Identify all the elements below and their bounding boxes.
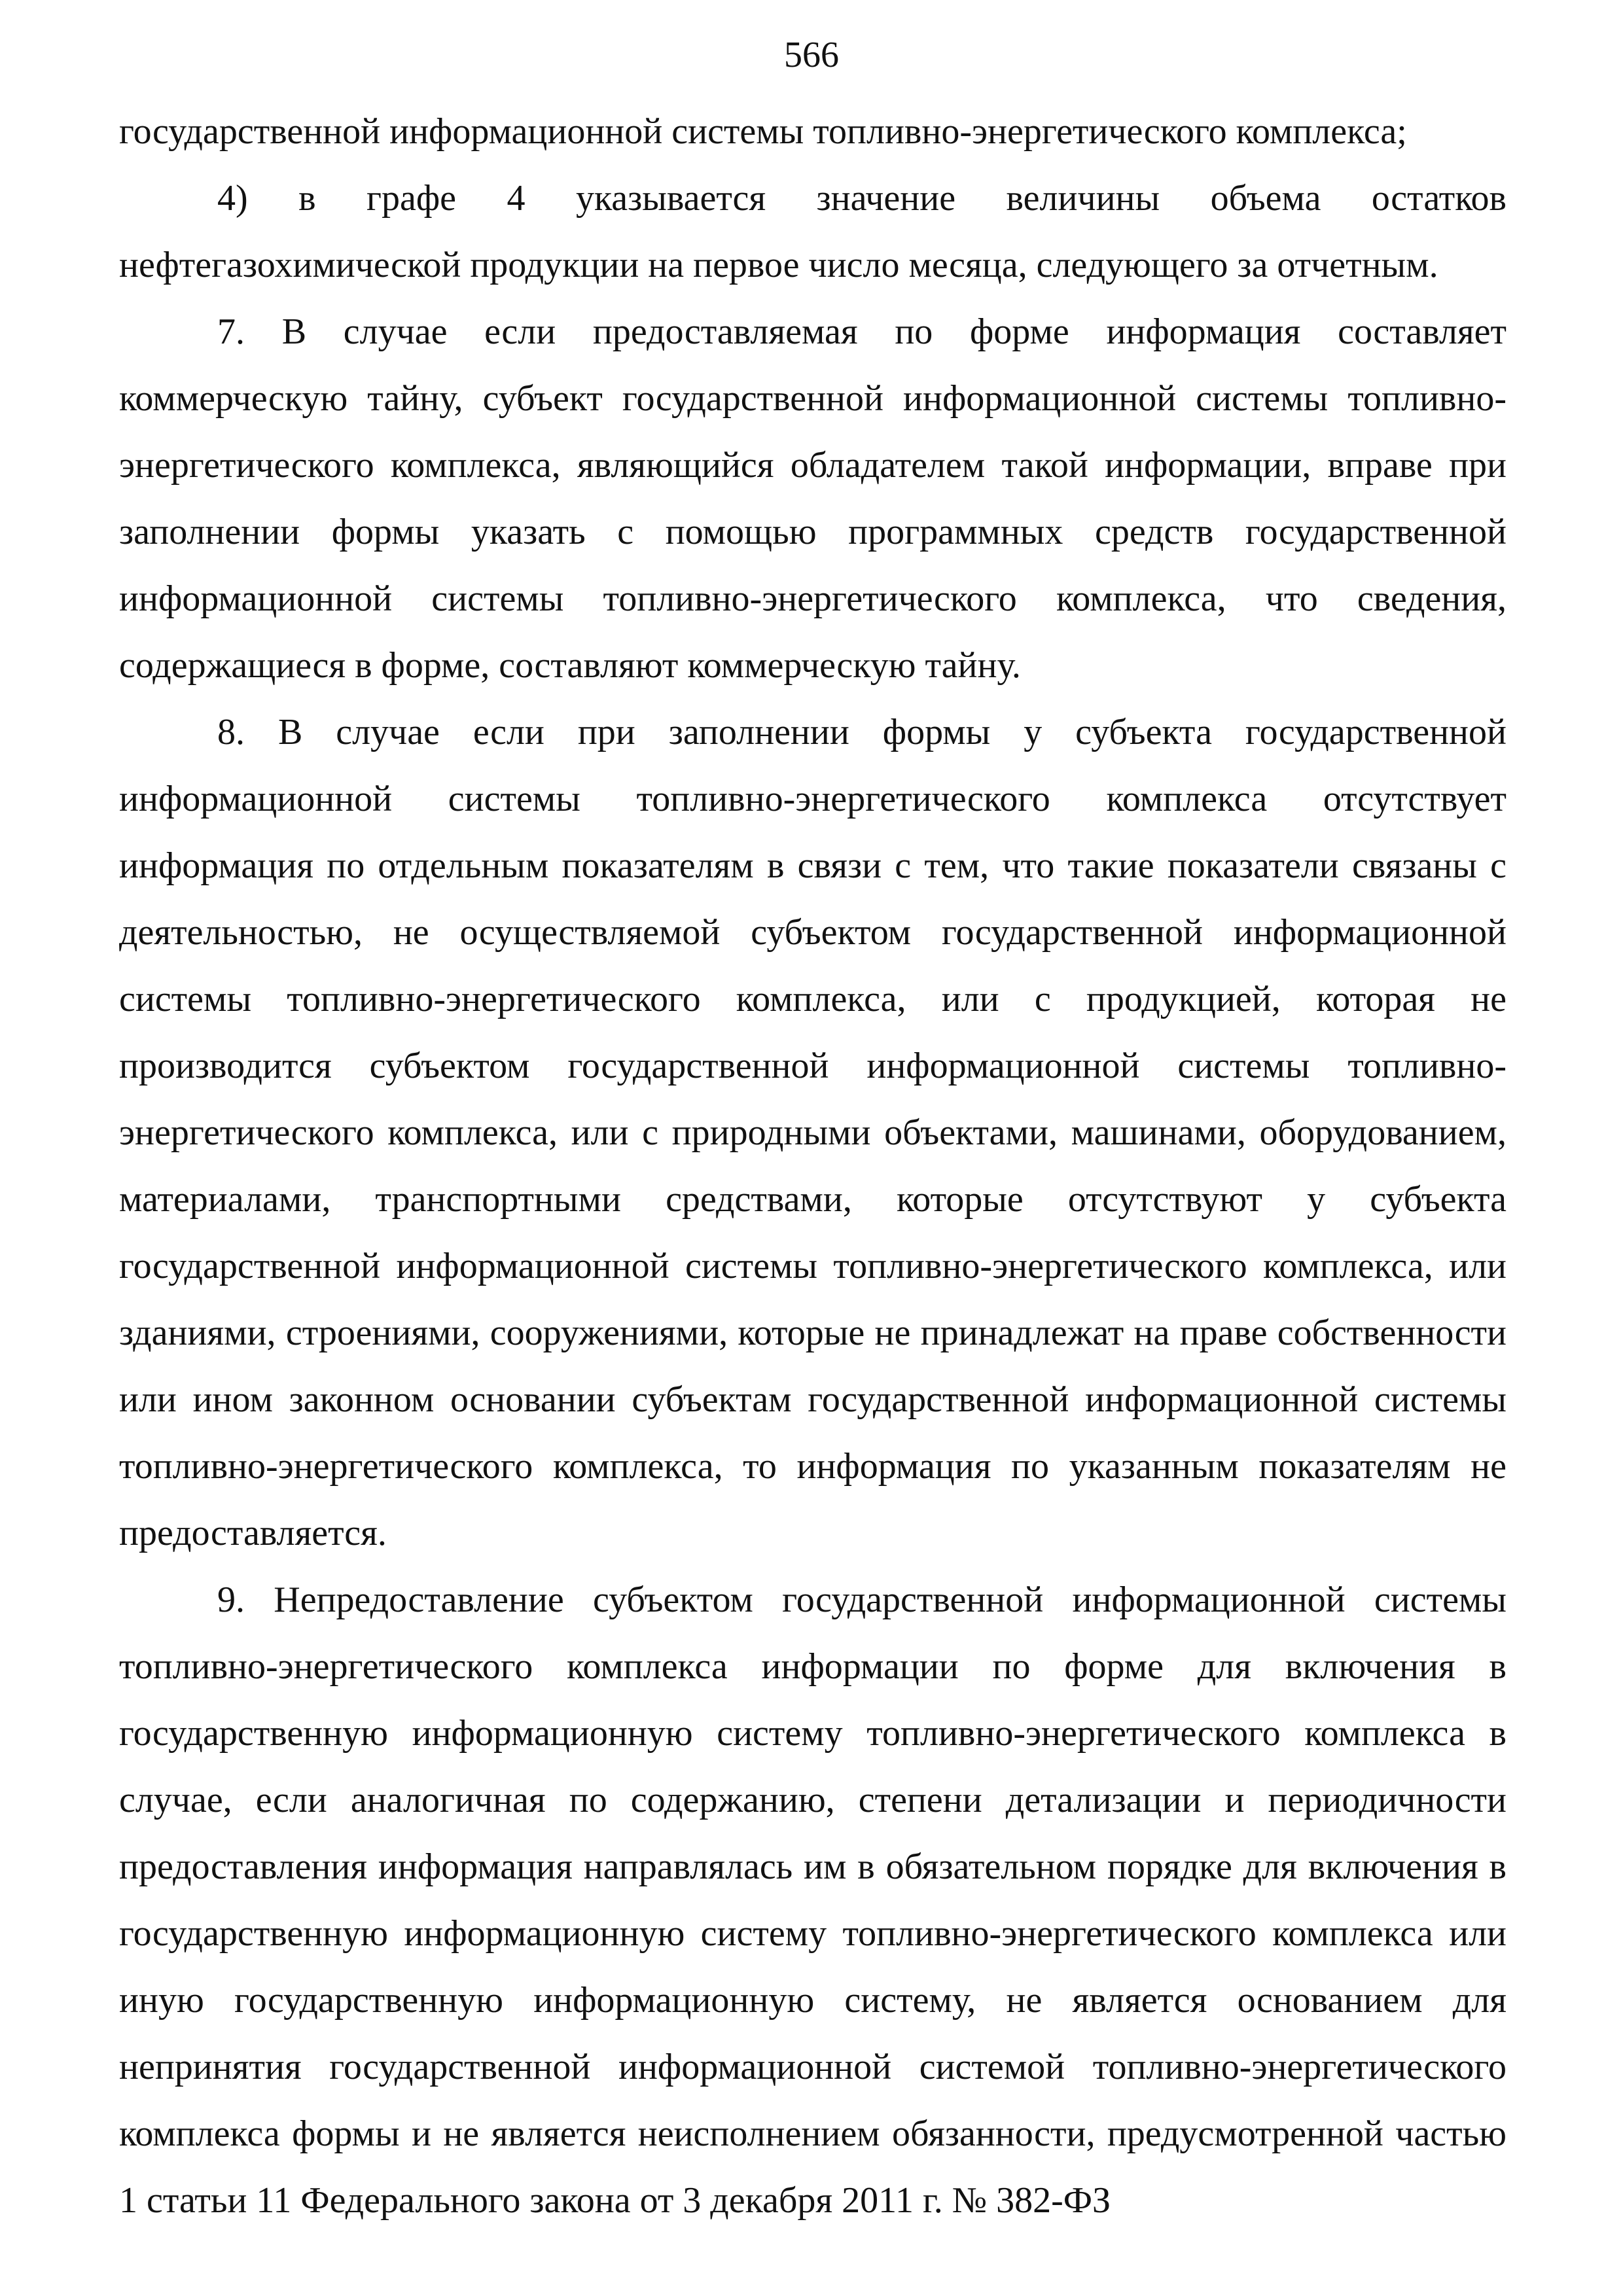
document-body xyxy=(119,98,1507,2234)
paragraph-7: 7. В случае если предоставляемая по форме информация составляет коммерческую тайну, субъект государственной информационной системы топливно-энергетического комплекса, являющийся обладателем такой информации, вправе при заполнении формы указать с помощью программных средств государственной информационной системы топливно-энергетического комплекса, что сведения, содержащиеся в форме, составляют коммерческую тайну. xyxy=(119,311,1507,686)
paragraph-8: 8. В случае если при заполнении формы у субъекта государственной информационной системы топливно-энергетического комплекса отсутствует информация по отдельным показателям в связи с тем, что такие показатели связаны с деятельностью, не осуществляемой субъектом государственной информационной системы топливно-энергетического комплекса, или с продукцией, которая не производится субъектом государственной информационной системы топливно-энергетического комплекса, или с природными объектами, машинами, оборудованием, материалами, транспортными средствами, которые отсутствуют у субъекта государственной информационной системы топливно-энергетического комплекса, или зданиями, строениями, сооружениями, которые не принадлежат на праве собственности или ином законном основании субъектам государственной информационной системы топливно-энергетического комплекса, то информация по указанным показателям не предоставляется. xyxy=(119,712,1507,1553)
page-number: 566 xyxy=(784,35,839,75)
paragraph-continuation: государственной информационной системы топливно-энергетического комплекса; xyxy=(119,111,1407,152)
paragraph-item-4: 4) в графе 4 указывается значение величины объема остатков нефтегазохимической продукции на первое число месяца, следующего за отчетным. xyxy=(119,178,1507,285)
paragraph-9: 9. Непредоставление субъектом государственной информационной системы топливно-энергетического комплекса информации по форме для включения в государственную информационную систему топливно-энергетического комплекса в случае, если аналогичная по содержанию, степени детализации и периодичности предоставления информация направлялась им в обязательном порядке для включения в государственную информационную систему топливно-энергетического комплекса или иную государственную информационную систему, не является основанием для непринятия государственной информационной системой топливно-энергетического комплекса формы и не является неисполнением обязанности, предусмотренной частью 1 статьи 11 Федерального закона от 3 декабря 2011 г. № 382-ФЗ xyxy=(119,1580,1507,2221)
